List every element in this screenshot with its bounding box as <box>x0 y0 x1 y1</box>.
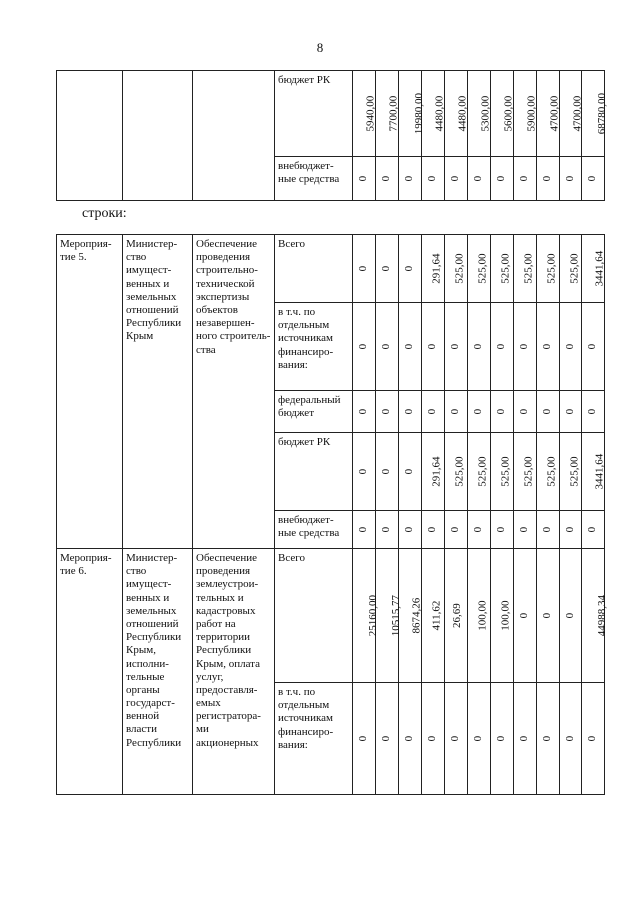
value-cell: 3441,64 <box>593 453 606 490</box>
value-cell: 291,64 <box>430 253 443 284</box>
value-cell: 0 <box>495 175 508 182</box>
source-label: Всего <box>275 235 353 303</box>
section-label: строки: <box>82 206 127 221</box>
value-cell: 0 <box>586 408 599 415</box>
value-cell: 0 <box>586 343 599 350</box>
source-label: Всего <box>275 549 353 683</box>
value-cell: 0 <box>380 343 393 350</box>
value-cell: 25160,00 <box>367 594 380 637</box>
value-cell: 7700,00 <box>387 95 400 132</box>
value-cell: 0 <box>426 735 439 742</box>
value-cell: 4480,00 <box>456 95 469 132</box>
value-cell: 0 <box>357 735 370 742</box>
event-name: Мероприя-тие 6. <box>57 549 123 795</box>
value-cell: 0 <box>426 408 439 415</box>
value-cell: 0 <box>449 343 462 350</box>
event-description: Обеспечение проведения землеустрои-тельных и кадастровых работ на территории Республики Крым, оплата услуг, предоставля-емых регистратора-ми акционерных <box>193 549 275 795</box>
value-cell: 0 <box>426 343 439 350</box>
value-cell: 0 <box>449 526 462 533</box>
value-cell: 525,00 <box>568 253 581 284</box>
value-cell: 291,64 <box>430 456 443 487</box>
value-cell: 0 <box>563 526 576 533</box>
value-cell: 0 <box>403 175 416 182</box>
table-row <box>57 71 605 157</box>
events-table <box>56 234 609 795</box>
value-cell: 19980,00 <box>413 92 426 135</box>
value-cell: 525,00 <box>453 456 466 487</box>
value-cell: 3441,64 <box>593 250 606 287</box>
value-cell: 8674,26 <box>410 597 423 634</box>
executor-cell <box>123 71 193 201</box>
value-cell: 0 <box>495 526 508 533</box>
value-cell: 525,00 <box>545 456 558 487</box>
value-cell: 0 <box>586 175 599 182</box>
event-executor: Министер-ство имущест-венных и земельных отношений Республики Крым, исполни-тельные органы государст-венной власти Республики <box>123 549 193 795</box>
value-cell: 0 <box>563 612 576 619</box>
value-cell: 0 <box>518 526 531 533</box>
source-label: бюджет РК <box>275 71 353 157</box>
event-name-cell <box>57 71 123 201</box>
value-cell: 0 <box>518 175 531 182</box>
value-cell: 5300,00 <box>479 95 492 132</box>
value-cell: 0 <box>563 408 576 415</box>
table-row <box>57 235 605 303</box>
value-cell: 5600,00 <box>502 95 515 132</box>
table-row <box>57 549 605 683</box>
value-cell: 68780,00 <box>596 92 609 135</box>
value-cell: 0 <box>472 526 485 533</box>
value-cell: 0 <box>426 175 439 182</box>
value-cell: 0 <box>403 265 416 272</box>
value-cell: 0 <box>495 408 508 415</box>
value-cell: 0 <box>380 526 393 533</box>
value-cell: 0 <box>495 735 508 742</box>
value-cell: 0 <box>541 612 554 619</box>
value-cell: 525,00 <box>476 253 489 284</box>
event-name: Мероприя-тие 5. <box>57 235 123 549</box>
value-cell: 0 <box>449 408 462 415</box>
event-executor: Министер-ство имущест-венных и земельных отношений Республики Крым <box>123 235 193 549</box>
value-cell: 0 <box>541 735 554 742</box>
value-cell: 0 <box>472 735 485 742</box>
value-cell: 0 <box>495 343 508 350</box>
value-cell: 0 <box>357 175 370 182</box>
value-cell: 0 <box>563 735 576 742</box>
value-cell: 525,00 <box>568 456 581 487</box>
value-cell: 525,00 <box>499 253 512 284</box>
value-cell: 0 <box>426 526 439 533</box>
value-cell: 525,00 <box>522 253 535 284</box>
value-cell: 0 <box>380 175 393 182</box>
value-cell: 0 <box>586 735 599 742</box>
value-cell: 0 <box>403 526 416 533</box>
value-cell: 0 <box>541 408 554 415</box>
value-cell: 0 <box>403 735 416 742</box>
value-cell: 0 <box>403 408 416 415</box>
page-number: 8 <box>316 40 324 55</box>
value-cell: 0 <box>449 175 462 182</box>
value-cell: 0 <box>472 343 485 350</box>
value-cell: 0 <box>518 735 531 742</box>
description-cell <box>193 71 275 201</box>
value-cell: 411,62 <box>430 600 443 631</box>
continuation-table <box>56 70 609 201</box>
value-cell: 525,00 <box>522 456 535 487</box>
value-cell: 0 <box>403 468 416 475</box>
value-cell: 44988,34 <box>596 594 609 637</box>
value-cell: 0 <box>563 175 576 182</box>
value-cell: 0 <box>380 735 393 742</box>
value-cell: 5940,00 <box>364 95 377 132</box>
value-cell: 5900,00 <box>525 95 538 132</box>
value-cell: 0 <box>472 408 485 415</box>
value-cell: 0 <box>357 526 370 533</box>
value-cell: 26,69 <box>450 603 463 628</box>
value-cell: 0 <box>563 343 576 350</box>
value-cell: 0 <box>518 408 531 415</box>
source-label: в т.ч. по отдельным источникам финансиро-вания: <box>275 683 353 795</box>
value-cell: 0 <box>357 265 370 272</box>
value-cell: 525,00 <box>545 253 558 284</box>
value-cell: 4700,00 <box>548 95 561 132</box>
value-cell: 525,00 <box>476 456 489 487</box>
value-cell: 0 <box>357 408 370 415</box>
value-cell: 0 <box>541 175 554 182</box>
value-cell: 0 <box>449 735 462 742</box>
event-description: Обеспечение проведения строительно-технической экспертизы объектов незавершен-ного строитель-ства <box>193 235 275 549</box>
value-cell: 4700,00 <box>571 95 584 132</box>
value-cell: 0 <box>403 343 416 350</box>
value-cell: 100,00 <box>499 600 512 631</box>
value-cell: 0 <box>357 468 370 475</box>
value-cell: 100,00 <box>476 600 489 631</box>
source-label: бюджет РК <box>275 433 353 511</box>
source-label: федеральный бюджет <box>275 391 353 433</box>
value-cell: 0 <box>518 343 531 350</box>
source-label: внебюджет-ные средства <box>275 511 353 549</box>
value-cell: 0 <box>541 343 554 350</box>
value-cell: 525,00 <box>453 253 466 284</box>
value-cell: 0 <box>357 343 370 350</box>
value-cell: 0 <box>586 526 599 533</box>
value-cell: 0 <box>380 408 393 415</box>
value-cell: 525,00 <box>499 456 512 487</box>
value-cell: 0 <box>518 612 531 619</box>
value-cell: 0 <box>380 468 393 475</box>
source-label: в т.ч. по отдельным источникам финансиро-вания: <box>275 303 353 391</box>
source-label: внебюджет-ные средства <box>275 157 353 201</box>
value-cell: 0 <box>380 265 393 272</box>
value-cell: 0 <box>541 526 554 533</box>
value-cell: 0 <box>472 175 485 182</box>
value-cell: 10515,77 <box>390 594 403 637</box>
value-cell: 4480,00 <box>433 95 446 132</box>
